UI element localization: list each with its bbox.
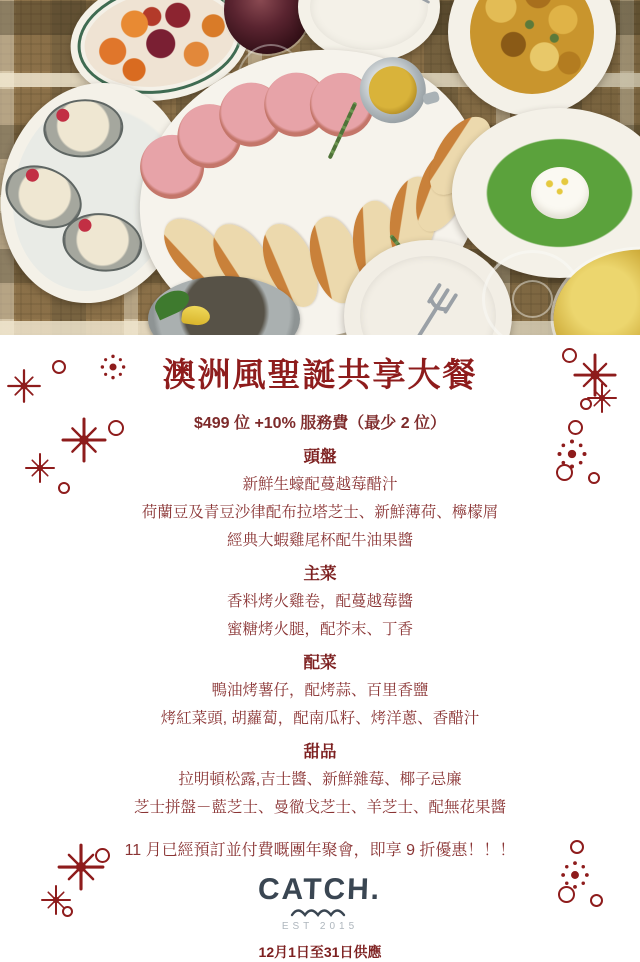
roast-potatoes: [470, 0, 594, 94]
sparkle-star-icon: [6, 368, 42, 404]
menu-item: 新鮮生蠔配蔓越莓醋汁: [242, 476, 398, 493]
wave-icon: [289, 907, 351, 919]
sparkle-star-icon: [586, 382, 618, 414]
sparkle-ring-icon: [558, 886, 575, 903]
section-header: 配菜: [303, 654, 337, 672]
sparkle-ring-icon: [580, 398, 592, 410]
sparkle-ring-icon: [588, 472, 600, 484]
hero-photo: [0, 0, 640, 335]
sparkle-ring-icon: [62, 906, 73, 917]
sparkle-star-icon: [60, 416, 108, 464]
fork-icon: [390, 268, 478, 335]
sparkle-dot-star-icon: [96, 350, 130, 384]
sparkle-ring-icon: [95, 848, 110, 863]
logo-wordmark: CATCH.: [257, 873, 383, 906]
menu-item: 經典大蝦雞尾杯配牛油果醬: [226, 532, 413, 549]
sparkle-ring-icon: [556, 464, 573, 481]
sparkle-ring-icon: [52, 360, 66, 374]
sparkle-star-icon: [24, 452, 56, 484]
menu-item: 烤紅菜頭, 胡蘿蔔，配南瓜籽、烤洋蔥、香醋汁: [160, 710, 480, 727]
menu-item: 芝士拼盤－藍芝士、曼徹戈芝士、羊芝士、配無花果醬: [133, 799, 506, 816]
menu-item: 鴨油烤薯仔，配烤蒜、百里香鹽: [211, 682, 429, 699]
sparkle-ring-icon: [58, 482, 70, 494]
section-desserts: [0, 738, 640, 822]
sparkle-ring-icon: [570, 840, 584, 854]
menu-item: 蜜糖烤火腿，配芥末、丁香: [226, 621, 413, 638]
menu-item: 荷蘭豆及青豆沙律配布拉塔芝士、新鮮薄荷、檸檬屑: [141, 504, 499, 521]
sparkle-ring-icon: [568, 420, 583, 435]
logo-est-text: EST 2015: [281, 921, 359, 932]
page-title: 澳洲風聖誕共享大餐: [162, 356, 478, 393]
roast-potato-bowl: [448, 0, 616, 116]
lemon-wedge: [181, 304, 211, 327]
menu-item: 香料烤火雞卷，配蔓越莓醬: [226, 593, 413, 610]
burrata: [531, 167, 589, 219]
section-header: 頭盤: [303, 448, 337, 466]
sparkle-ring-icon: [590, 894, 603, 907]
section-header: 甜品: [303, 743, 337, 761]
price-line: $499 位 +10% 服務費（最少 2 位）: [193, 415, 447, 432]
section-sides: [0, 649, 640, 733]
menu-item: 拉明頓松露,吉士醬、新鮮雜莓、椰子忌廉: [178, 771, 462, 788]
section-header: 主菜: [303, 565, 337, 583]
section-mains: [0, 560, 640, 644]
oyster: [41, 97, 125, 160]
availability-dates: 12月1日至31日供應: [258, 944, 382, 960]
promo-line: 11 月已經預訂並付費嘅團年聚會，即享 9 折優惠！！！: [124, 842, 516, 859]
fork-icon: [386, 0, 446, 18]
sparkle-ring-icon: [108, 420, 124, 436]
